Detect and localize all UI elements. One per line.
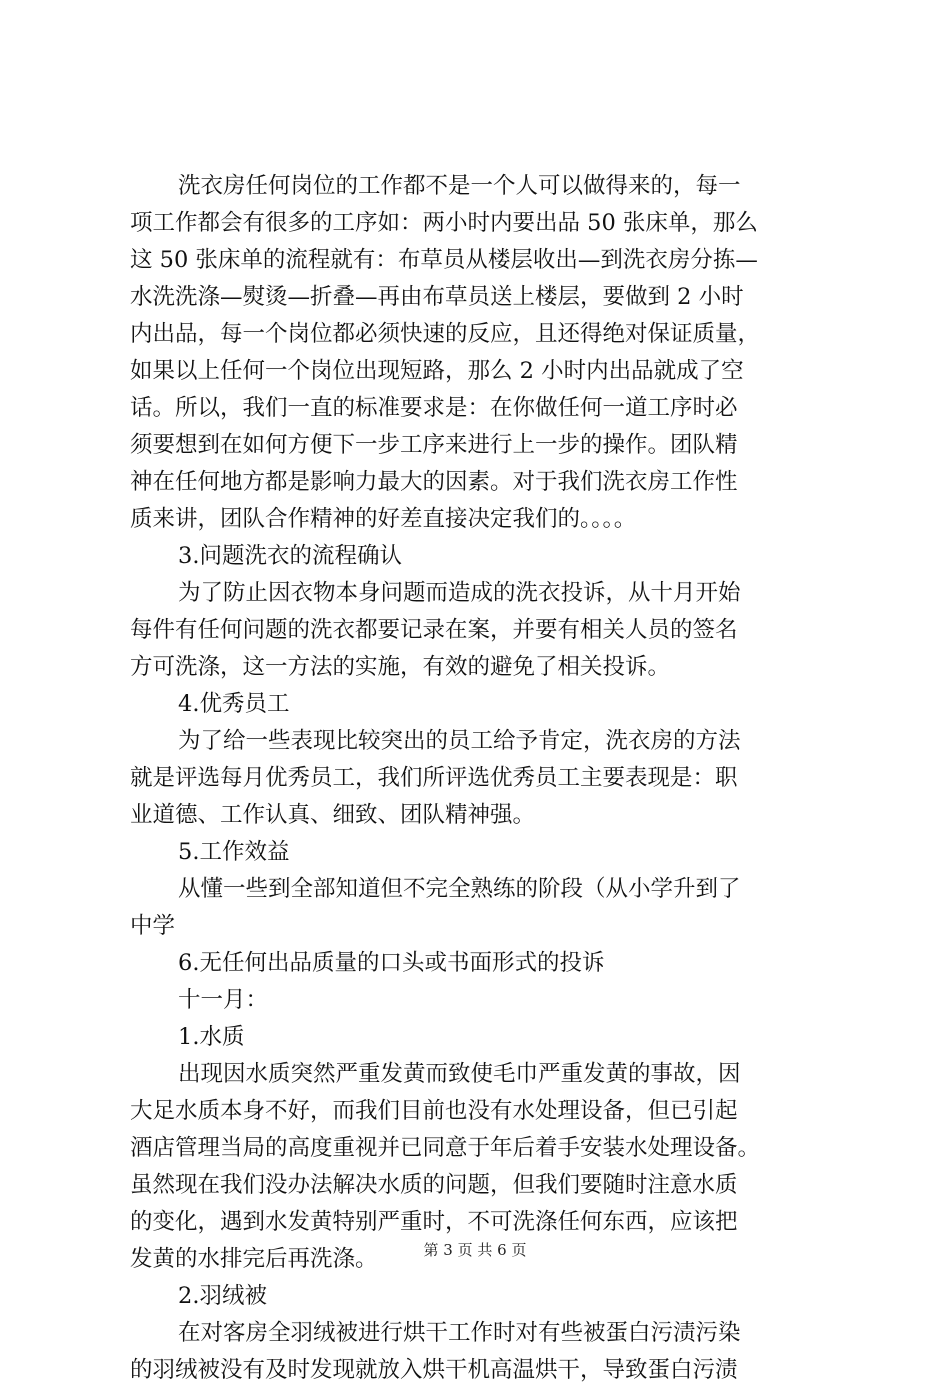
text-line: 中学 bbox=[130, 913, 176, 939]
text-line: 神在任何地方都是影响力最大的因素。对于我们洗衣房工作性 bbox=[130, 469, 738, 495]
text-line: 2.羽绒被 bbox=[178, 1283, 267, 1309]
text-line: 内出品，每一个岗位都必须快速的反应，且还得绝对保证质量， bbox=[130, 321, 761, 347]
text-line: 3.问题洗衣的流程确认 bbox=[178, 543, 402, 569]
text-line: 4.优秀员工 bbox=[178, 691, 290, 717]
page-footer: 第 3 页 共 6 页 bbox=[423, 1241, 527, 1259]
text-line: 从懂一些到全部知道但不完全熟练的阶段（从小学升到了 bbox=[178, 876, 741, 902]
text-line: 出现因水质突然严重发黄而致使毛巾严重发黄的事故，因 bbox=[178, 1061, 741, 1087]
text-line: 话。所以，我们一直的标准要求是：在你做任何一道工序时必 bbox=[130, 395, 738, 421]
text-line: 1.水质 bbox=[178, 1024, 245, 1050]
text-line: 虽然现在我们没办法解决水质的问题，但我们要随时注意水质 bbox=[130, 1172, 738, 1198]
text-line: 水洗洗涤—熨烫—折叠—再由布草员送上楼层，要做到 2 小时 bbox=[130, 284, 744, 310]
document-body bbox=[130, 168, 830, 1389]
text-line: 项工作都会有很多的工序如：两小时内要出品 50 张床单，那么 bbox=[130, 210, 758, 236]
text-line: 为了给一些表现比较突出的员工给予肯定，洗衣房的方法 bbox=[178, 728, 741, 754]
text-line: 6.无任何出品质量的口头或书面形式的投诉 bbox=[178, 950, 605, 976]
text-line: 如果以上任何一个岗位出现短路，那么 2 小时内出品就成了空 bbox=[130, 358, 744, 384]
text-line: 大足水质本身不好，而我们目前也没有水处理设备，但已引起 bbox=[130, 1098, 738, 1124]
text-line: 为了防止因衣物本身问题而造成的洗衣投诉，从十月开始 bbox=[178, 580, 741, 606]
text-line: 洗衣房任何岗位的工作都不是一个人可以做得来的，每一 bbox=[178, 173, 741, 199]
text-line: 须要想到在如何方便下一步工序来进行上一步的操作。团队精 bbox=[130, 432, 738, 458]
text-line: 方可洗涤，这一方法的实施，有效的避免了相关投诉。 bbox=[130, 654, 671, 680]
text-line: 发黄的水排完后再洗涤。 bbox=[130, 1246, 378, 1272]
text-line: 在对客房全羽绒被进行烘干工作时对有些被蛋白污渍污染 bbox=[178, 1320, 741, 1346]
text-line: 十一月： bbox=[178, 987, 269, 1013]
text-line: 酒店管理当局的高度重视并已同意于年后着手安装水处理设备。 bbox=[130, 1135, 761, 1161]
text-line: 就是评选每月优秀员工，我们所评选优秀员工主要表现是：职 bbox=[130, 765, 738, 791]
text-line: 质来讲，团队合作精神的好差直接决定我们的。。。。 bbox=[130, 506, 637, 532]
text-line: 的羽绒被没有及时发现就放入烘干机高温烘干，导致蛋白污渍 bbox=[130, 1357, 738, 1383]
text-line: 每件有任何问题的洗衣都要记录在案，并要有相关人员的签名 bbox=[130, 617, 738, 643]
text-line: 业道德、工作认真、细致、团队精神强。 bbox=[130, 802, 536, 828]
text-line: 的变化，遇到水发黄特别严重时，不可洗涤任何东西，应该把 bbox=[130, 1209, 738, 1235]
text-line: 这 50 张床单的流程就有：布草员从楼层收出—到洗衣房分拣— bbox=[130, 247, 758, 273]
text-line: 5.工作效益 bbox=[178, 839, 290, 865]
